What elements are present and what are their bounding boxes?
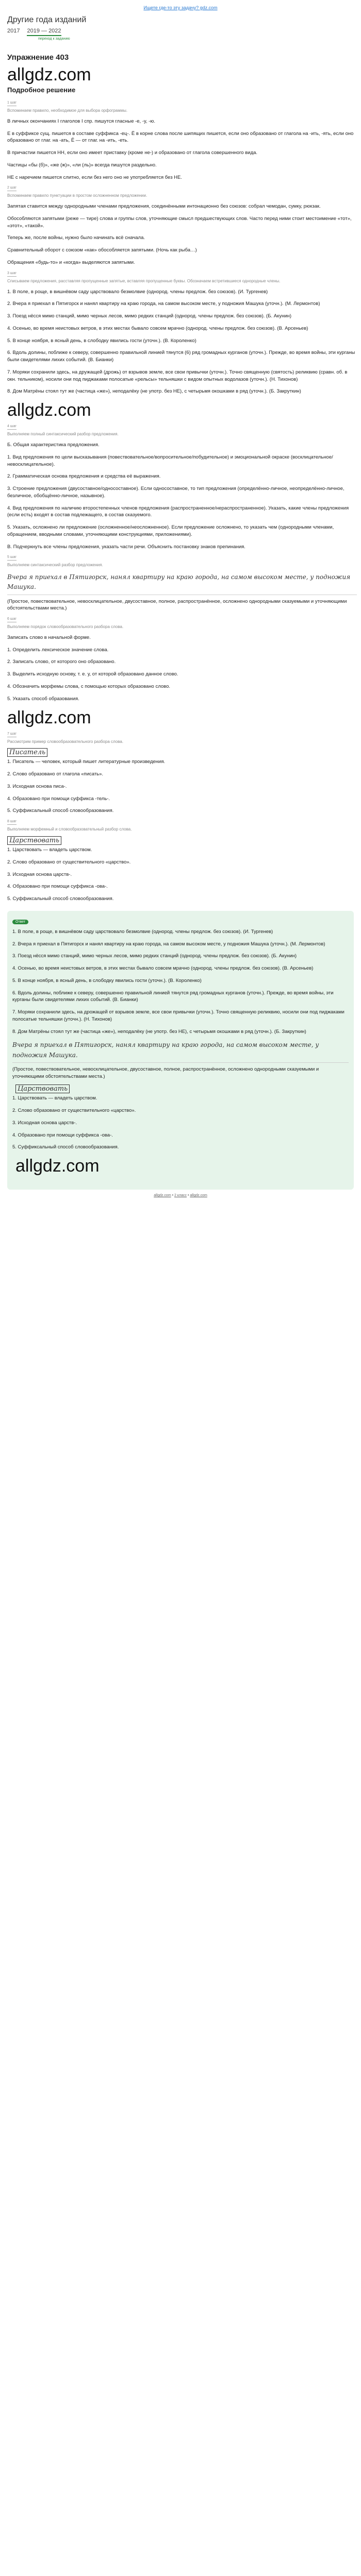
step-explanation: Выполняем порядок словообразовательного разбора слова. (7, 624, 124, 630)
solution-paragraph: 5. Указать, осложнено ли предложение (осложненное/неосложненное). Если предложение осложнено, то указать чем (однородными членами, обращением, вводными словами, уточняющими конструкциями, приложениями). (7, 524, 334, 537)
answer-paragraph: 7. Моряки сохранили здесь, на дрожащей от взрывов земле, все свои привычки (уточн.). Точно священную реликвию, носили они под пиджаками полосатые тельняшки (уточн.). (Н. Тихонов) (12, 1009, 344, 1022)
solution-paragraph: 1. Определить лексическое значение слова. (7, 647, 109, 653)
answer-paragraphs-2 (12, 1066, 349, 1080)
solution-paragraph: 3. Выделить исходную основу, т. е. у, от которой образовано данное слово. (7, 671, 178, 677)
answer-badge: Ответ (12, 920, 28, 924)
solution-paragraph: 4. Образовано при помощи суффикса -ова-. (7, 884, 108, 890)
answer-paragraph: 8. Дом Матрёны стоял тут же (частица «же»), неподалёку (не употр. без НЕ), с четырьмя окошками в ряд (уточн.). (Б. Закруткин) (12, 1028, 306, 1035)
step-label: 6 шаг (7, 617, 17, 621)
answer-paragraph: 1. Царствовать — владеть царством. (12, 1095, 97, 1101)
solution-paragraph: 1. В поле, в роще, в вишнёвом саду царствовало безмолвие (однород. члены предлож. без союзов). (И. Тургенев) (7, 289, 268, 295)
years-subtitle: переход к заданию (38, 37, 70, 41)
answer-paragraph: 2. Слово образовано от существительного «царство». (12, 1108, 136, 1114)
solution-paragraph: В личных окончаниях I глаголов I спр. пишутся гласные -е, -у, -ю. (7, 118, 156, 124)
page (0, 0, 361, 1202)
solution-paragraph: 8. Дом Матрёны стоял тут же (частица «же»), неподалёку (не употр. без НЕ), с четырьмя окошками в ряд (уточн.). (Б. Закруткин) (7, 388, 301, 395)
answer-paragraph: 5. В конце ноября, в ясный день, в слободку явились гости (уточн.). (В. Короленко) (12, 977, 202, 984)
step-divider (7, 276, 17, 277)
solution-paragraph: Запятая ставится между однородными членами предложения, соединёнными интонационно без союзов: собрал чемодан, сумку, рюкзак. (7, 204, 321, 210)
solution-step (4, 272, 357, 420)
years-tabs (7, 28, 357, 36)
solution-paragraph: 7. Моряки сохранили здесь, на дружащей (дрожь) от взрывов земле, все свои привычки (уточн.). Точно священную (святость) реликвию (сравн. об. в окн. тельником), носили они под пиджаками полосатые «рельсы» тельняшки с видом опытных водолазов (уточн.). (Н. Тихонов) (7, 369, 348, 382)
solution-step (4, 820, 357, 903)
answer-paragraph: 6. Вдоль долины, поближе к северу, совершенно правильной линией тянутся ряд громадных курганов (уточн.). Прежде, во время войны, эти курганы были свидетелями лихих событий. (В. Бианки) (12, 990, 334, 1003)
editions-title: Другие года изданий (7, 15, 87, 24)
step-label: 1 шаг (7, 101, 17, 105)
morph-word (7, 837, 357, 844)
answer-morph-word (15, 1085, 349, 1093)
step-explanation: Выполняем синтаксический разбор предложения. (7, 563, 103, 568)
solution-paragraph: 2. Слово образовано от существительного «царство». (7, 859, 131, 865)
solution-title: Подробное решение (7, 86, 76, 94)
step-divider (7, 824, 17, 825)
solution-paragraph: 6. Вдоль долины, поближе к северу, совершенно правильной линией тянутся (6) ряд громадных курганов (уточн.). Прежде, во время войны, эти курганы были свидетелями лихих событий. (В. Бианки) (7, 350, 355, 363)
step-explanation: Вспоминаем правило пунктуации в простом осложненном предложении. (7, 193, 147, 198)
solution-paragraph: 3. Исходная основа царств-. (7, 871, 72, 877)
solution-step (4, 617, 357, 727)
solution-paragraph: В причастии пишется НН, если оно имеет приставку (кроме не-) и образовано от глагола совершенного вида. (7, 150, 258, 156)
watermark-logo: allgdz.com (15, 1156, 100, 1176)
morph-box: Царствовать (7, 836, 61, 845)
solution-paragraph: Сравнительный оборот с союзом «как» обособляется запятыми. (Ночь как рыба…) (7, 247, 197, 253)
footer-link-right[interactable]: 2 класс (174, 1194, 187, 1198)
syntax-analysis-sentence: Вчера я приехал в Пятигорск, нанял квартиру на краю города, на самом высоком месте, у подножия Машука. (7, 572, 357, 595)
step-divider (7, 429, 17, 430)
answer-paragraph: (Простое, повествовательное, невосклицательное, двусоставное, полное, распространённое, осложнено однородными сказуемыми и уточняющими обстоятельствами места.) (12, 1066, 319, 1079)
solution-paragraph: 3. Поезд нёсся мимо станций, мимо черных лесов, мимо редких станций (однород. члены предлож. без союзов). (Б. Акунин) (7, 313, 292, 319)
step-label: 7 шаг (7, 732, 17, 736)
year-tab-2017[interactable]: 2017 (7, 28, 20, 34)
step-explanation: Списываем предложения, расставляя пропущенные запятые, вставляя пропущенные буквы. Обозначаем встретившиеся однородные члены. (7, 278, 281, 283)
answer-morph-box: Царствовать (15, 1084, 70, 1093)
footer (4, 1190, 357, 1202)
answer-paragraph: 4. Осенью, во время неистовых ветров, в этих местах бывало совсем мрачно (однород. члены предлож. без союзов). (В. Арсеньев) (12, 965, 314, 972)
step-label: 4 шаг (7, 425, 17, 429)
solution-paragraph: 4. Осенью, во время неистовых ветров, в этих местах бывало совсем мрачно (однород. члены предлож. без союзов). (В. Арсеньев) (7, 325, 308, 331)
step-label: 8 шаг (7, 820, 17, 824)
solution-paragraph: 1. Писатель — человек, который пишет литературные произведения. (7, 759, 166, 765)
answer-paragraph: 5. Суффиксальный способ словообразования. (12, 1144, 119, 1150)
watermark-logo: allgdz.com (7, 707, 91, 727)
top-bar (4, 0, 357, 15)
step-explanation: Вспоминаем правило, необходимое для выбора орфограммы. (7, 108, 128, 113)
solution-sections (4, 101, 357, 903)
step-label: 5 шаг (7, 555, 17, 560)
solution-paragraph: 2. Грамматическая основа предложения и средства её выражения. (7, 473, 161, 480)
solution-paragraph: 5. Суффиксальный способ словообразования. (7, 808, 114, 814)
answer-syntax-analysis: Вчера я приехал в Пятигорск, нанял квартиру на краю города, на самом высоком месте, у подножия Машука. (12, 1040, 349, 1062)
answer-paragraphs-3 (12, 1095, 349, 1176)
answer-paragraph: 3. Поезд нёсся мимо станций, мимо черных лесов, мимо редких станций (однород. члены предлож. без союзов). (Б. Акунин) (12, 953, 297, 959)
watermark-logo: allgdz.com (7, 65, 91, 84)
watermark-logo: allgdz.com (7, 400, 91, 420)
footer-link-tail[interactable]: allgdz.com (190, 1194, 207, 1198)
answer-block (7, 911, 354, 1190)
answer-paragraph: 3. Исходная основа царств-. (12, 1120, 77, 1126)
solution-paragraph: Обособляются запятыми (реже — тире) слова и группы слов, уточняющие смысл предшествующих слов. Часто перед ними стоит местоимение «тот», «этот», «такой». (7, 215, 352, 229)
answer-paragraph: 2. Вчера я приехал в Пятигорск и нанял квартиру на краю города, на самом высоком месте, у подножия Машука (уточн.). (М. Лермонтов) (12, 941, 325, 947)
footer-separator: • (172, 1194, 174, 1198)
answer-paragraph: 4. Образовано при помощи суффикса -ова-. (12, 1132, 113, 1138)
solution-paragraph: (Простое, повествовательное, невосклицательное, двусоставное, полное, распространённое, осложнено однородными сказуемыми и уточняющими обстоятельствами места.) (7, 598, 347, 612)
solution-step (4, 425, 357, 550)
solution-paragraph: 4. Вид предложения по наличию второстепенных членов предложения (распространенное/нераспространенное). Указать, какие члены предложения (если есть) входят в состав подлежащего, в состав сказуемого. (7, 505, 349, 518)
solution-paragraph: 3. Исходная основа писа-. (7, 783, 67, 789)
answer-paragraph: 1. В поле, в роще, в вишнёвом саду царствовало безмолвие (однород. члены предлож. без союзов). (И. Тургенев) (12, 928, 273, 935)
step-explanation: Выполняем морфемный и словообразовательный разбор слова. (7, 827, 132, 832)
step-label: 2 шаг (7, 186, 17, 190)
solution-paragraph: 5. В конце ноября, в ясный день, в слободку явились гости (уточн.). (В. Короленко) (7, 337, 196, 344)
step-label: 3 шаг (7, 271, 17, 275)
morph-word (7, 749, 357, 756)
morph-box: Писатель (7, 748, 47, 757)
solution-step (4, 555, 357, 612)
solution-paragraph: 5. Указать способ образования. (7, 696, 79, 702)
solution-paragraph: В. Подчеркнуть все члены предложения, указать части речи. Объяснить постановку знаков препинания. (7, 544, 245, 550)
answer-paragraphs (12, 928, 349, 1036)
solution-paragraph: 3. Строение предложения (двусоставное/односоставное). Если односоставное, то тип предложения (определённо-личное, неопределённо-личное, безличное, обобщённо-личное, назывное). (7, 486, 344, 499)
solution-paragraph: Записать слово в начальной форме. (7, 634, 91, 640)
solution-paragraph: Частицы «бы (б)», «же (ж)», «ли (ль)» всегда пишутся раздельно. (7, 162, 157, 168)
step-divider (7, 560, 17, 561)
step-explanation: Рассмотрим пример словообразовательного разбора слова. (7, 739, 124, 744)
top-link[interactable]: Ищете где-то эту задачу? gdz.com (143, 5, 218, 10)
solution-paragraph: Теперь же, после войны, нужно было начинать всё сначала. (7, 235, 145, 241)
solution-paragraph: 1. Царствовать — владеть царством. (7, 846, 92, 853)
footer-separator-2: • (187, 1194, 189, 1198)
solution-paragraph: 2. Записать слово, от которого оно образовано. (7, 659, 116, 665)
solution-paragraph: 2. Слово образовано от глагола «писать». (7, 771, 104, 777)
solution-paragraph: 4. Образовано при помощи суффикса -тель-. (7, 795, 110, 802)
solution-paragraph: НЕ с наречием пишется слитно, если без него оно не употребляется без НЕ. (7, 174, 183, 180)
solution-paragraph: 2. Вчера я приехал в Пятигорск и нанял квартиру на краю города, на самом высоком месте, у подножия Машука (уточн.). (М. Лермонтов) (7, 301, 320, 307)
solution-step (4, 186, 357, 266)
solution-step (4, 732, 357, 815)
footer-link-left[interactable]: allgdz.com (154, 1194, 171, 1198)
solution-paragraph: Б. Общая характеристика предложения. (7, 442, 100, 448)
solution-paragraph: 4. Обозначить морфемы слова, с помощью которых образовано слово. (7, 684, 171, 690)
exercise-title: Упражнение 403 (7, 53, 69, 62)
solution-paragraph: 1. Вид предложения по цели высказывания (повествовательное/вопросительное/побудительное) и эмоциональной окраске (восклицательное/невосклицательное). (7, 454, 333, 467)
solution-step (4, 101, 357, 181)
solution-paragraph: Обращения «будь-то» и «когда» выделяются запятыми. (7, 260, 135, 266)
step-explanation: Выполняем полный синтаксический разбор предложения. (7, 432, 119, 437)
year-tab-2019-2022[interactable]: 2019 — 2022 (27, 28, 61, 36)
solution-paragraph: 5. Суффиксальный способ словообразования. (7, 896, 114, 902)
solution-paragraph: Е в суффиксе сущ. пишется в составе суффикса -ец-. Ё в корне слова после шипящих пишется, если оно образовано от глагола на -ить, -ять, если оно образовано от глаг. на -ать, Ё — от глаг. на -ить, -еть. (7, 130, 354, 144)
